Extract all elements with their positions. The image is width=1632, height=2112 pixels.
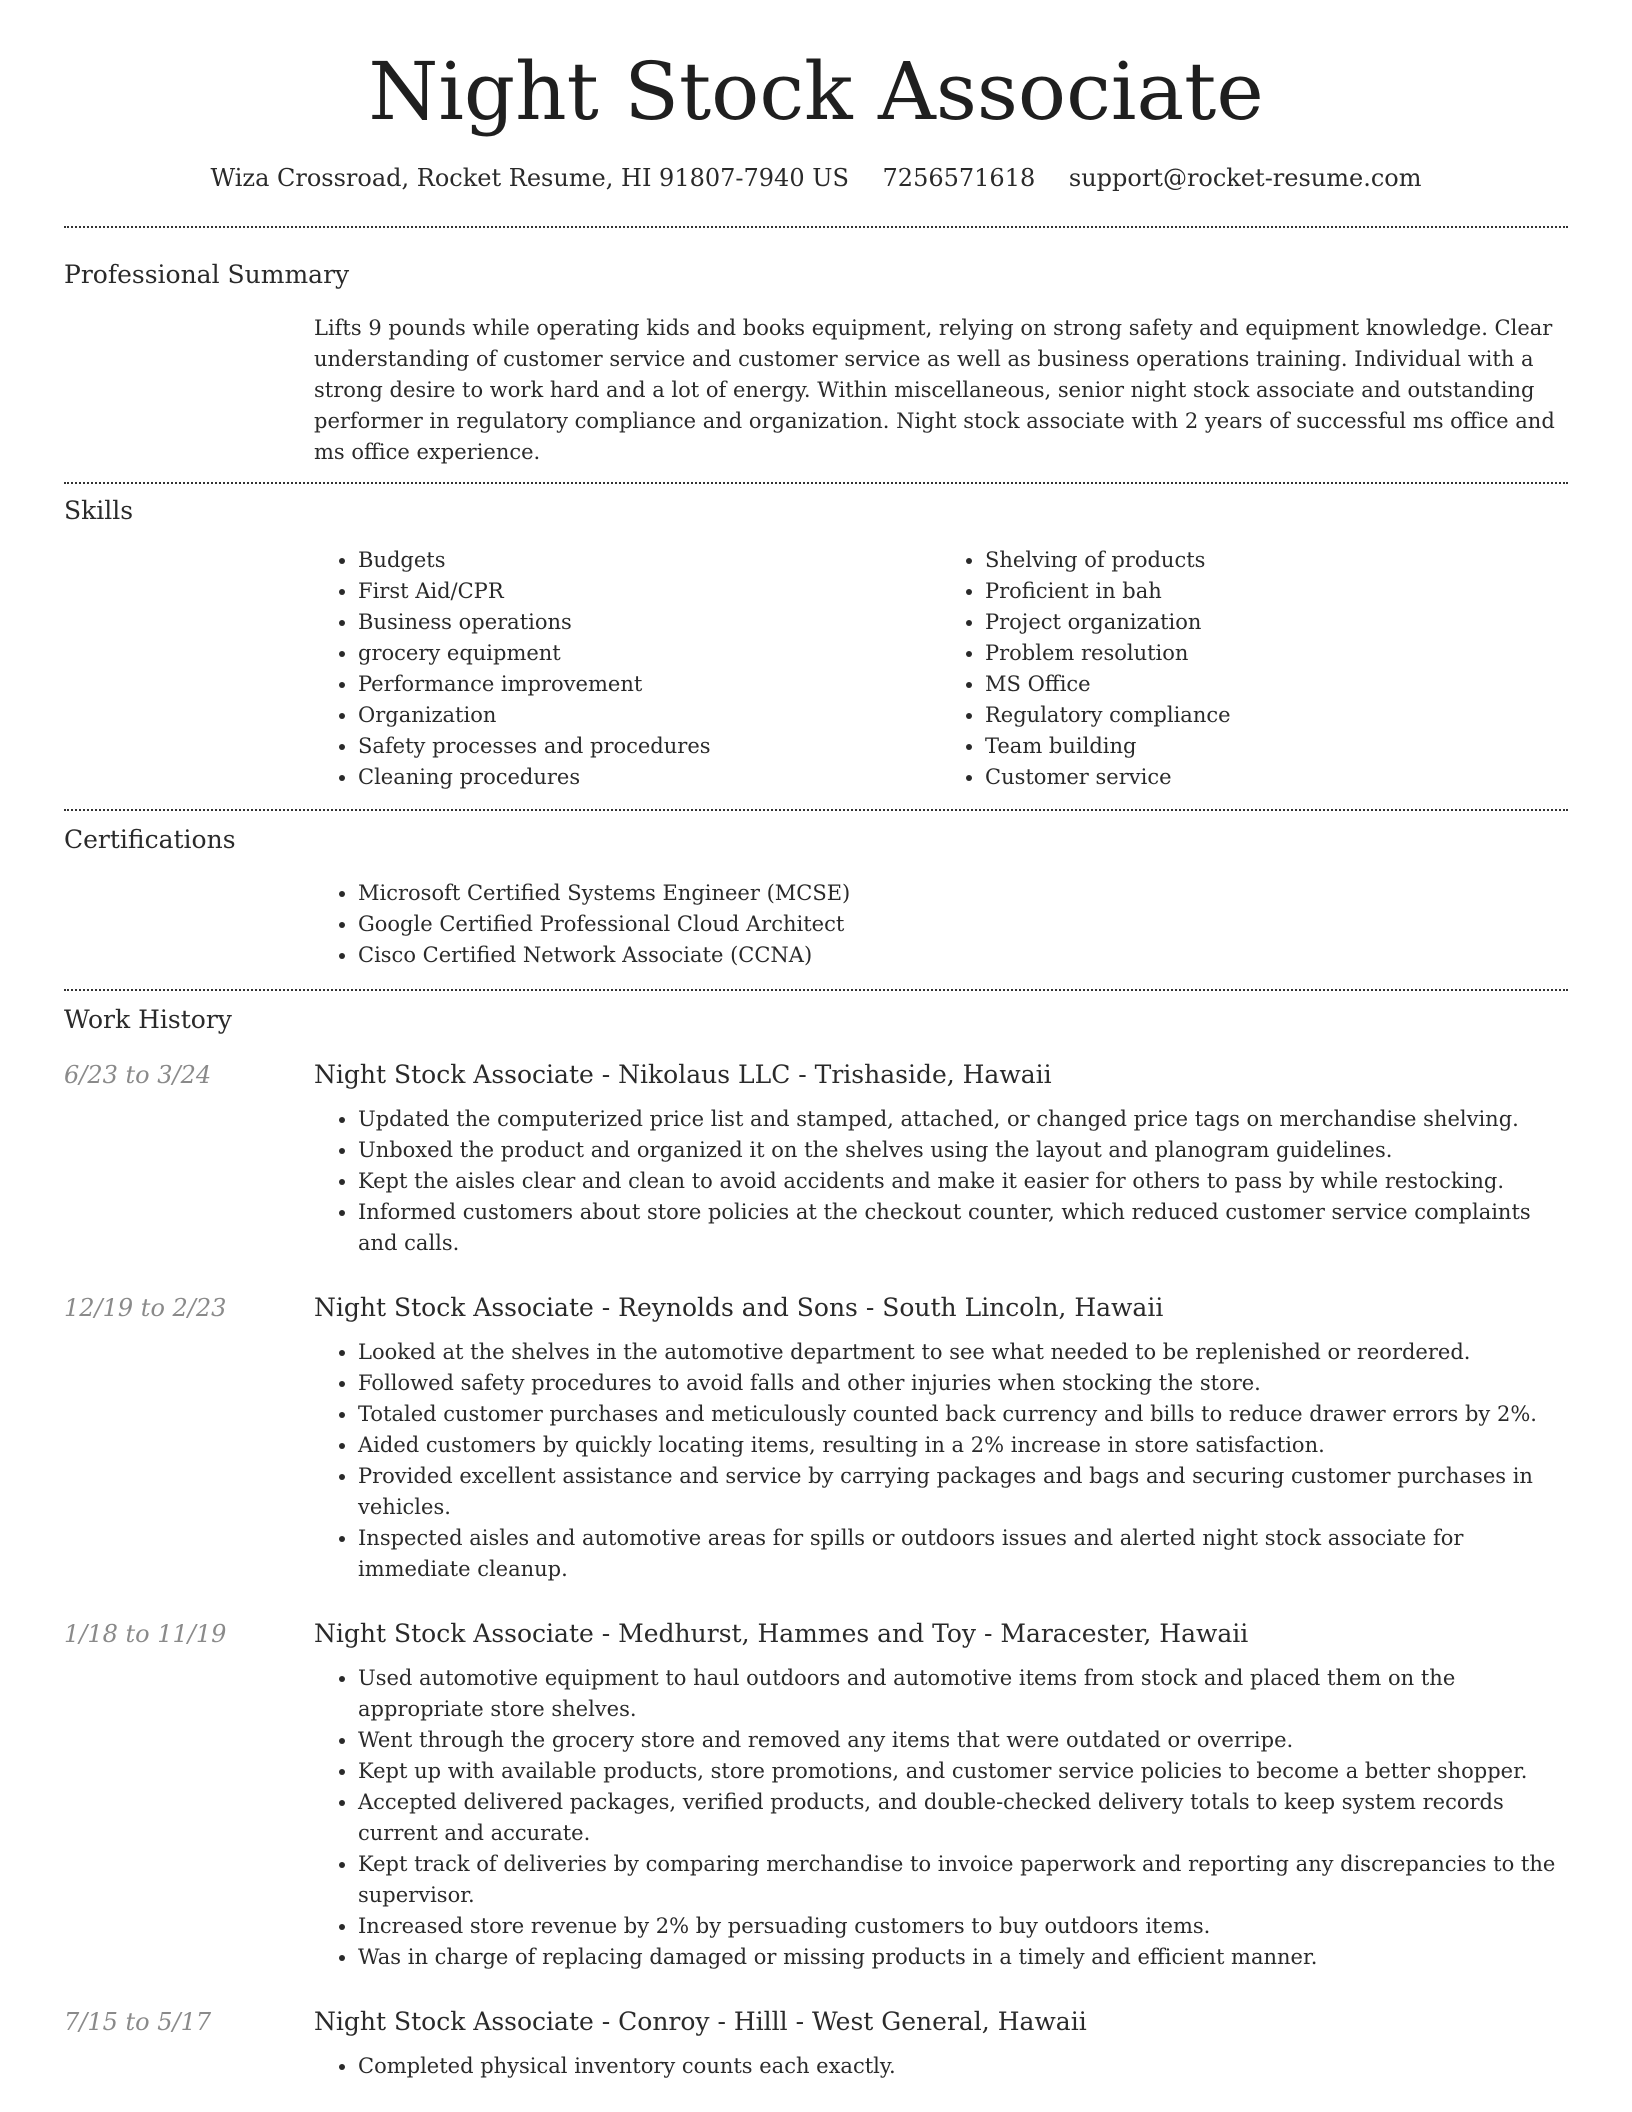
skill-item: • Business operations — [358, 607, 941, 638]
job-dates: 12/19 to 2/23 — [64, 1294, 227, 1322]
job-entry — [64, 1619, 1568, 1973]
work-title: Work History — [64, 1005, 232, 1034]
skills-list-right — [941, 545, 1568, 793]
job-bullets — [314, 1663, 1568, 1973]
contact-email: support@rocket-resume.com — [1068, 164, 1422, 192]
job-bullet: • Increased store revenue by 2% by persuading customers to buy outdoors items. — [358, 1911, 1568, 1942]
job-entry — [64, 2007, 1568, 2082]
skills-list-left — [314, 545, 941, 793]
certifications-section — [64, 811, 1568, 989]
contact-line — [64, 166, 1568, 190]
job-title: Night Stock Associate - Nikolaus LLC - Trishaside, Hawaii — [314, 1060, 1052, 1089]
job-bullets — [314, 1337, 1568, 1585]
certifications-title: Certifications — [64, 825, 236, 854]
job-bullet: • Updated the computerized price list and stamped, attached, or changed price tags on merchandise shelving. — [358, 1104, 1568, 1135]
job-bullet: • Used automotive equipment to haul outdoors and automotive items from stock and placed them on the appropriate store shelves. — [358, 1663, 1568, 1725]
job-bullet: • Looked at the shelves in the automotive department to see what needed to be replenished or reordered. — [358, 1337, 1568, 1368]
job-details — [314, 1060, 1568, 1259]
candidate-name: Night Stock Associate — [368, 45, 1264, 138]
job-bullets — [314, 1104, 1568, 1259]
job-bullet: • Unboxed the product and organized it on the shelves using the layout and planogram guidelines. — [358, 1135, 1568, 1166]
job-bullet: • Inspected aisles and automotive areas for spills or outdoors issues and alerted night stock associate for immediate cleanup. — [358, 1523, 1568, 1585]
skill-item: • Team building — [985, 731, 1568, 762]
skill-item: • Budgets — [358, 545, 941, 576]
job-details — [314, 1619, 1568, 1973]
summary-body — [314, 313, 1568, 468]
skill-item: • Cleaning procedures — [358, 762, 941, 793]
skill-item: • Customer service — [985, 762, 1568, 793]
job-bullet: • Aided customers by quickly locating items, resulting in a 2% increase in store satisfaction. — [358, 1430, 1568, 1461]
skill-item: • Shelving of products — [985, 545, 1568, 576]
work-section — [64, 991, 1568, 2082]
job-bullet: • Accepted delivered packages, verified products, and double-checked delivery totals to keep system records current and accurate. — [358, 1787, 1568, 1849]
job-bullet: • Went through the grocery store and removed any items that were outdated or overripe. — [358, 1725, 1568, 1756]
skill-item: • Organization — [358, 700, 941, 731]
certification-item: • Google Certified Professional Cloud Architect — [358, 909, 1568, 940]
job-bullets — [314, 2051, 1568, 2082]
job-bullet: • Provided excellent assistance and service by carrying packages and bags and securing customer purchases in vehicles. — [358, 1461, 1568, 1523]
job-dates: 1/18 to 11/19 — [64, 1620, 227, 1648]
summary-text: Lifts 9 pounds while operating kids and books equipment, relying on strong safety and equipment knowledge. Clear understanding of customer service and customer service as well as business operations training. Individual with a strong desire to work hard and a lot of energy. Within miscellaneous, senior night stock associate and outstanding performer in regulatory compliance and organization. Night stock associate with 2 years of successful ms office and ms office experience. — [314, 316, 1555, 464]
job-bullet: • Totaled customer purchases and meticulously counted back currency and bills to reduce drawer errors by 2%. — [358, 1399, 1568, 1430]
job-bullet: • Informed customers about store policies at the checkout counter, which reduced customer service complaints and calls. — [358, 1197, 1568, 1259]
skill-item: • Problem resolution — [985, 638, 1568, 669]
summary-section — [64, 228, 1568, 482]
contact-address: Wiza Crossroad, Rocket Resume, HI 91807-7940 US — [210, 164, 849, 192]
job-bullet: • Kept track of deliveries by comparing merchandise to invoice paperwork and reporting any discrepancies to the supervisor. — [358, 1849, 1568, 1911]
skills-grid — [314, 545, 1568, 793]
job-bullet: • Followed safety procedures to avoid falls and other injuries when stocking the store. — [358, 1368, 1568, 1399]
certifications-body — [314, 878, 1568, 971]
job-title: Night Stock Associate - Medhurst, Hammes and Toy - Maracester, Hawaii — [314, 1619, 1249, 1648]
job-bullet: • Completed physical inventory counts each exactly. — [358, 2051, 1568, 2082]
job-bullet: • Kept the aisles clear and clean to avoid accidents and make it easier for others to pass by while restocking. — [358, 1166, 1568, 1197]
resume-header — [64, 0, 1568, 190]
skill-item: • grocery equipment — [358, 638, 941, 669]
job-entry — [64, 1293, 1568, 1585]
job-bullet: • Kept up with available products, store promotions, and customer service policies to become a better shopper. — [358, 1756, 1568, 1787]
job-bullet: • Was in charge of replacing damaged or missing products in a timely and efficient manner. — [358, 1942, 1568, 1973]
certification-item: • Cisco Certified Network Associate (CCNA) — [358, 940, 1568, 971]
certifications-list — [314, 878, 1568, 971]
job-dates: 6/23 to 3/24 — [64, 1061, 212, 1089]
skill-item: • MS Office — [985, 669, 1568, 700]
skill-item: • Performance improvement — [358, 669, 941, 700]
job-details — [314, 1293, 1568, 1585]
skill-item: • Project organization — [985, 607, 1568, 638]
skills-title: Skills — [64, 496, 134, 525]
job-entry — [64, 1060, 1568, 1259]
job-title: Night Stock Associate - Conroy - Hilll - West General, Hawaii — [314, 2007, 1087, 2036]
skill-item: • First Aid/CPR — [358, 576, 941, 607]
summary-title: Professional Summary — [64, 260, 350, 289]
skill-item: • Proficient in bah — [985, 576, 1568, 607]
skills-section — [64, 484, 1568, 809]
certification-item: • Microsoft Certified Systems Engineer (MCSE) — [358, 878, 1568, 909]
contact-phone: 7256571618 — [882, 164, 1036, 192]
job-title: Night Stock Associate - Reynolds and Sons - South Lincoln, Hawaii — [314, 1293, 1164, 1322]
job-details — [314, 2007, 1568, 2082]
skill-item: • Regulatory compliance — [985, 700, 1568, 731]
job-dates: 7/15 to 5/17 — [64, 2008, 212, 2036]
skill-item: • Safety processes and procedures — [358, 731, 941, 762]
